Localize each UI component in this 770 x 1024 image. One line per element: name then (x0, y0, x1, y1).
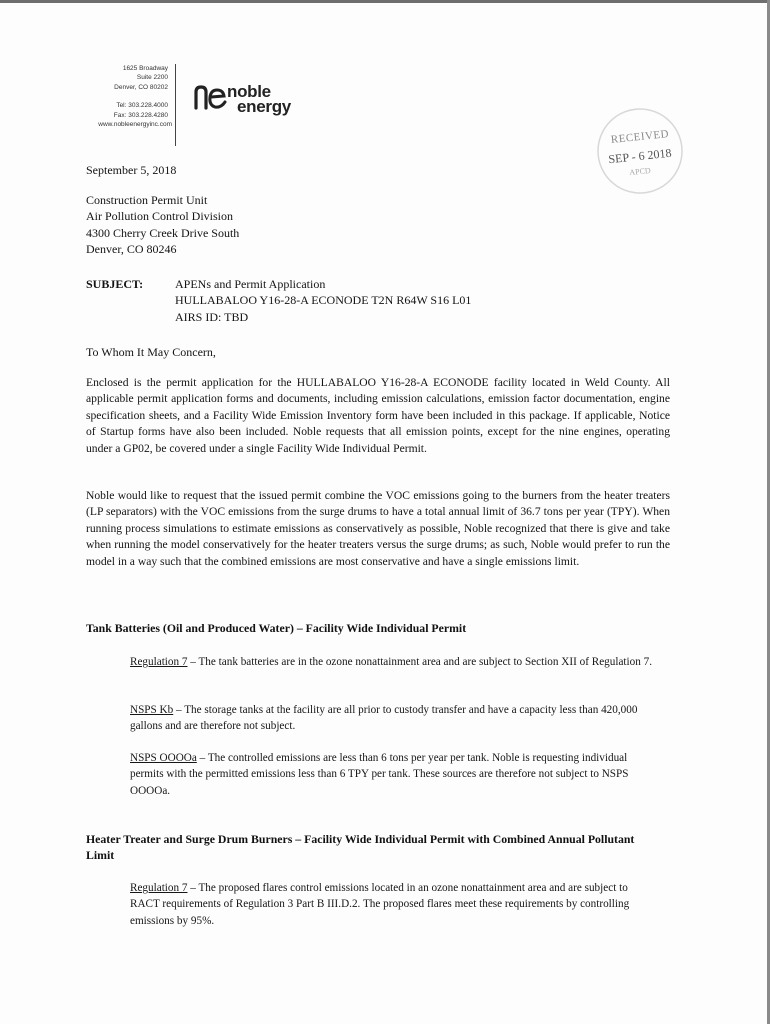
company-logo (193, 82, 333, 122)
subject-line: APENs and Permit Application (175, 277, 326, 291)
subject-line: HULLABALOO Y16-28-A ECONODE T2N R64W S16 L01 (175, 293, 472, 308)
recipient-line: Denver, CO 80246 (86, 242, 177, 257)
sender-website: www.nobleenergyinc.com (98, 121, 172, 129)
regulation-label: Regulation 7 (130, 656, 188, 668)
logo-mark-icon (193, 82, 229, 112)
regulation-item (130, 702, 660, 735)
regulation-text: – The storage tanks at the facility are all prior to custody transfer and have a capacity less than 420,000 gallons and are therefore not subject. (130, 704, 638, 733)
letter-date: September 5, 2018 (86, 163, 177, 177)
subject-label: SUBJECT: (86, 277, 144, 291)
subject-lines (175, 276, 471, 325)
recipient-address (86, 192, 239, 258)
stamp-date: SEP - 6 2018 (607, 145, 673, 167)
regulation-item (130, 654, 660, 670)
recipient-line: Construction Permit Unit (86, 193, 208, 207)
sender-address (58, 64, 172, 129)
regulation-item (130, 880, 660, 929)
subject-line: AIRS ID: TBD (175, 309, 249, 324)
regulation-label: NSPS OOOOa (130, 752, 197, 764)
regulation-label: NSPS Kb (130, 704, 174, 716)
scan-edge-top (0, 0, 770, 3)
section-heading-tank-batteries: Tank Batteries (Oil and Produced Water) – Facility Wide Individual Permit (86, 621, 467, 635)
sender-fax: Fax: 303.228.4280 (113, 111, 168, 119)
regulation-label: Regulation 7 (130, 882, 188, 894)
regulation-text: – The tank batteries are in the ozone nonattainment area and are subject to Section XII of Regulation 7. (187, 656, 653, 668)
sender-suite: Suite 2200 (136, 74, 168, 82)
sender-street: 1625 Broadway (122, 65, 168, 72)
body-paragraph-1: Enclosed is the permit application for the HULLABALOO Y16-28-A ECONODE facility located in Weld County. All applicable permit application forms and documents, including emission calculations, emission factor documentation, engine specification sheets, and a Facility Wide Emission Inventory form have been included in this package. If applicable, Notice of Startup forms have also been included. Noble requests that all emission points, except for the nine engines, operating under a GP02, be covered under a single Facility Wide Individual Permit. (86, 376, 670, 455)
received-stamp (585, 105, 695, 195)
body-paragraph-2: Noble would like to request that the issued permit combine the VOC emissions going to the burners from the heater treaters (LP separators) with the VOC emissions from the surge drums to have a total annual limit of 36.7 tons per year (TPY). When running process simulations to estimate emissions as conservatively as possible, Noble recognized that there is give and take when running the model conservatively for the heater treaters versus the surge drums; as such, Noble would prefer to run the model in a way such that the combined emissions are most conservative and have a single emissions limit. (86, 489, 670, 568)
logo-word-energy: energy (237, 97, 291, 116)
letterhead-divider (175, 64, 176, 146)
section-heading-burners: Heater Treater and Surge Drum Burners – Facility Wide Individual Permit with Combined Annual Pollutant Limit (86, 832, 635, 862)
recipient-line: Air Pollution Control Division (86, 209, 234, 224)
regulation-item (130, 750, 660, 799)
stamp-agency: APCD (628, 165, 652, 178)
regulation-text: – The proposed flares control emissions located in an ozone nonattainment area and are subject to RACT requirements of Regulation 3 Part B III.D.2. The proposed flares meet these requirements by controlling emissions by 95%. (130, 882, 630, 927)
sender-city: Denver, CO 80202 (114, 83, 168, 91)
logo-wordmark (227, 84, 291, 114)
regulation-text: – The controlled emissions are less than 6 tons per year per tank. Noble is requesting individual permits with the permitted emissions less than 6 TPY per tank. These sources are therefore not subject to NSPS OOOOa. (130, 752, 629, 797)
logo-word-noble: noble (227, 82, 271, 101)
recipient-line: 4300 Cherry Creek Drive South (86, 225, 240, 240)
stamp-received: RECEIVED (610, 127, 670, 147)
salutation: To Whom It May Concern, (86, 345, 216, 359)
sender-tel: Tel: 303.228.4000 (116, 102, 168, 110)
